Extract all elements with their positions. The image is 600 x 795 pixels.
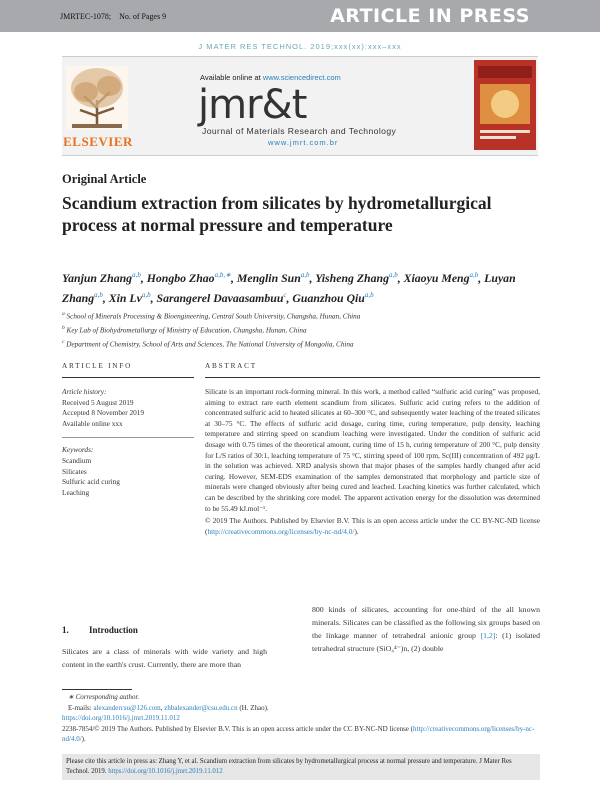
email-line: E-mails: alexandercsu@126.com, zhbalexander@csu.edu.cn (H. Zhao).	[68, 703, 269, 712]
author[interactable]: Yisheng Zhang$^{a,b}$	[315, 270, 398, 285]
corresponding-author-note: ∗ Corresponding author.	[68, 693, 140, 701]
section-heading	[62, 625, 138, 635]
history-label: Article history:	[62, 387, 107, 396]
keyword[interactable]: Silicates	[62, 466, 87, 476]
sciencedirect-link[interactable]: www.sciencedirect.com	[262, 73, 341, 82]
online-date: Available online xxx	[62, 418, 123, 428]
divider	[62, 437, 194, 438]
author[interactable]: Xin Lv$^{a,b}$	[108, 290, 151, 305]
reference-link[interactable]: [1,2]	[480, 631, 496, 640]
author-list: Yanjun Zhang$^{a,b}$, Hongbo Zhao$^{a,b,∗}$, Menglin Sun$^{a,b}$, Yisheng Zhang$^{a,b}$, Xiaoyu Meng$^{a,b}$, Luyan Zhang$^{a,b}$, Xin Lv$^{a,b}$, Sarangerel Davaasambuu$^c$, Guanzhou Qiu$^{a,b}$	[62, 270, 516, 305]
received-date: Received 5 August 2019	[62, 397, 134, 407]
affiliation: $^a$ School of Minerals Processing & Bioengineering, Central South University, Changsha, Hunan, China	[62, 311, 361, 321]
author[interactable]: Guanzhou Qiu$^{a,b}$	[292, 290, 374, 305]
journal-citation-line: J MATER RES TECHNOL. 2019;xxx(xx):xxx–xxx	[198, 42, 402, 51]
author[interactable]: Yanjun Zhang$^{a,b}$	[62, 270, 141, 285]
email-link[interactable]: zhbalexander@csu.edu.cn	[164, 703, 238, 712]
footnote-divider	[62, 689, 132, 690]
article-info-heading: ARTICLE INFO	[62, 362, 133, 370]
article-type: Original Article	[62, 172, 147, 186]
publisher-name: ELSEVIER	[63, 134, 133, 149]
article-info-column	[62, 362, 194, 498]
author[interactable]: Xiaoyu Meng$^{a,b}$	[403, 270, 479, 285]
affiliations	[62, 309, 532, 351]
divider	[205, 377, 540, 378]
elsevier-tree-logo	[62, 62, 132, 140]
article-history	[62, 387, 194, 429]
availability-prefix: Available online at	[200, 73, 263, 82]
affiliation: $^c$ Department of Chemistry, School of Arts and Sciences, The National University of Mongolia, China	[62, 338, 354, 349]
keywords-block	[62, 445, 194, 498]
article-title: Scandium extraction from silicates by hydrometallurgical process at normal pressure and temperature	[62, 193, 492, 235]
journal-name: Journal of Materials Research and Technology	[202, 126, 397, 136]
license-link[interactable]: http://creativecommons.org/licenses/by-nc-nd/4.0/	[207, 526, 355, 536]
journal-website-link[interactable]: www.jmrt.com.br	[268, 138, 339, 147]
keyword[interactable]: Leaching	[62, 487, 90, 497]
abstract-heading: ABSTRACT	[205, 362, 257, 370]
doi-link[interactable]: https://doi.org/10.1016/j.jmrt.2019.11.012	[62, 714, 180, 722]
section-title: Introduction	[89, 625, 138, 635]
keywords-label: Keywords:	[62, 445, 94, 455]
body-text-left: Silicates are a class of minerals with wide variety and high content in the earth's crust. Currently, there are more than	[62, 647, 267, 669]
manuscript-reference	[60, 12, 172, 21]
license-footnote: 2238-7854/© 2019 The Authors. Published by Elsevier B.V. This is an open access article under the CC BY-NC-ND license (http://creativecommons.org/licenses/by-nc-nd/4.0/).	[62, 724, 535, 743]
author[interactable]: Luyan Zhang$^{a,b}$	[62, 270, 516, 305]
author[interactable]: Hongbo Zhao$^{a,b,∗}$	[146, 270, 231, 285]
license-link[interactable]: http://creativecommons.org/licenses/by-nc-nd/4.0/	[62, 724, 535, 743]
page-count: No. of Pages 9	[119, 12, 167, 21]
body-text-right: 800 kinds of silicates, accounting for one-third of the all known minerals. Silicates can be classified as the following six groups based on the linkage manner of tetrahedral anionic group [1,2]: (1) isolated tetrahedral structure (SiO₄⁴⁻)n, (2) double	[312, 605, 540, 653]
journal-cover-thumbnail	[474, 60, 536, 150]
accepted-date: Accepted 8 November 2019	[62, 408, 145, 418]
section-number: 1.	[62, 625, 69, 635]
citation-doi-link[interactable]: https://doi.org/10.1016/j.jmrt.2019.11.012	[108, 768, 223, 775]
journal-logo: jmr&t	[198, 82, 307, 128]
ref-code: JMRTEC-1078;	[60, 12, 112, 21]
keyword[interactable]: Sulfuric acid curing	[62, 477, 120, 487]
email-link[interactable]: alexandercsu@126.com	[93, 703, 161, 712]
citation-text: Please cite this article in press as: Zhang Y, et al. Scandium extraction from silicates by hydrometallurgical process at normal pressure and temperature. J Mater Res Technol. 2019. https://doi.org/10.1016/j.jmrt.2019.11.012	[66, 758, 512, 775]
abstract-column	[205, 362, 540, 537]
abstract-copyright: © 2019 The Authors. Published by Elsevier B.V. This is an open access article under the CC BY-NC-ND license (http://creativecommons.org/licenses/by-nc-nd/4.0/).	[205, 516, 540, 536]
article-in-press-banner: ARTICLE IN PRESS	[330, 5, 530, 27]
affiliation: $^b$ Key Lab of Biohydrometallurgy of Ministry of Education, Changsha, Hunan, China	[62, 324, 307, 335]
footnotes	[62, 692, 540, 745]
author[interactable]: Menglin Sun$^{a,b}$	[236, 270, 310, 285]
author[interactable]: Sarangerel Davaasambuu$^c$	[156, 290, 287, 305]
keyword[interactable]: Scandium	[62, 455, 92, 465]
divider	[62, 377, 194, 378]
abstract-text: Silicate is an important rock-forming mineral. In this work, a method called “sulfuric acid curing” was proposed, aiming to extract rare earth element scandium from silicates. Sulfuric acid curing refers to the addition of concentrated sulfuric acid to heated silicates at 60–300 °C, and subsequently water leaching of the treated silicates at 30–75 °C. The effects of sulfuric acid dosage, curing time, curing temperature, pulp density, leaching temperature and stirring speed on scandium leaching were investigated. Under the condition of sulfuric acid dosage with 0.75 times of the theoretical amount, curing time of 15 h, curing temperature of 200 °C, pulp density for L/S ratios of 30:1, leaching temperature of 75 °C, stirring speed of 100 rpm, Sc(III) concentration of 492 μg/L in the solution was achieved. XRD analysis shown that major phases of the samples hardly changed after acid curing. However, SEM-EDS examination of the samples demonstrated that morphology and particle size of minerals were changed obviously after being cured and leached. Leaching kinetics was further calculated, which can be described by the shrinking core model. The apparent activation energy for the dissolution was determined to be 55.49 kJ.mol⁻¹.	[205, 387, 540, 513]
availability-line	[200, 73, 341, 82]
